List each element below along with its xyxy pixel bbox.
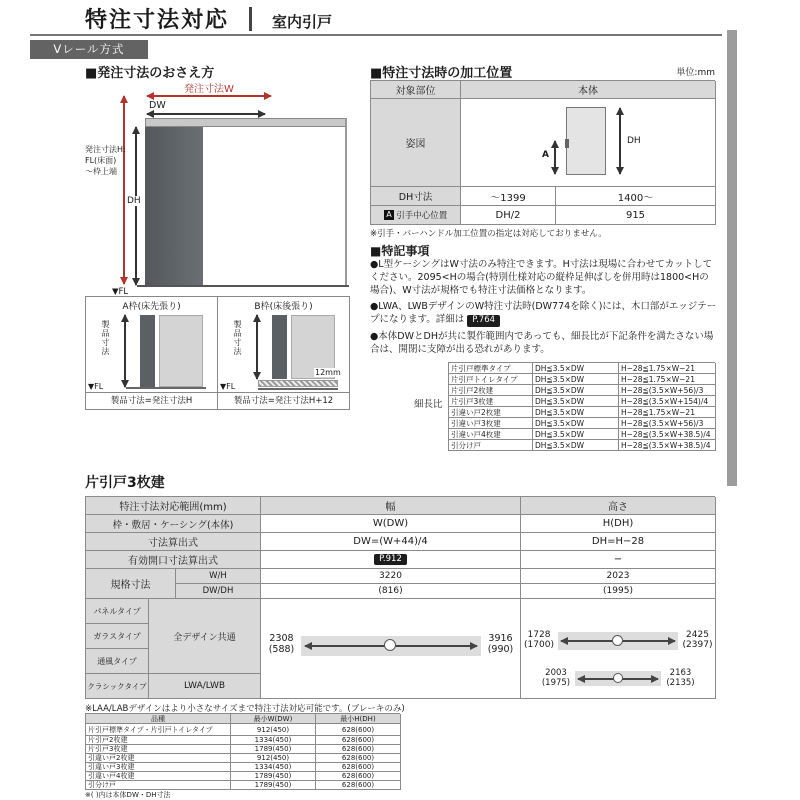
ratio-f2: H−28≦(3.5×W+154)/4 xyxy=(619,396,716,407)
size-range-table xyxy=(85,496,715,699)
classic-type-label: クラシックタイプ xyxy=(86,674,149,699)
frame-types-diagram xyxy=(85,296,350,410)
dw-arrow xyxy=(147,113,265,115)
min-row-h: 628(600) xyxy=(316,724,401,736)
ratio-f1: DH≦3.5×DW xyxy=(533,374,619,385)
ratio-f2: H−28≦(3.5×W+56)/3 xyxy=(619,385,716,396)
note-bullet-2: ●LWA、LWBデザインのW特注寸法時(DW774を除く)には、木口部がエッジテープになります。詳細は P.764 xyxy=(370,301,717,326)
min-row-kind: 片引戸3枚建 xyxy=(86,745,231,754)
min-row-w: 1334(450) xyxy=(231,736,316,745)
header-rule xyxy=(30,34,722,36)
b-frame-sketch xyxy=(218,312,349,392)
col-header-part: 対象部位 xyxy=(371,81,461,99)
glass-type-label: ガラスタイプ xyxy=(86,624,149,649)
col-header-body: 本体 xyxy=(461,81,716,99)
min-col-h: 最小H(DH) xyxy=(316,714,401,724)
min-size-footnote: ※( )内は本体DW・DH寸法 xyxy=(85,791,171,799)
w-dw-cell: W(DW) xyxy=(261,515,521,533)
width-header: 幅 xyxy=(261,497,521,515)
height-header: 高さ xyxy=(521,497,716,515)
processing-section-heading: ■特注寸法時の加工位置 xyxy=(370,66,513,81)
width-formula: DW=(W+44)/4 xyxy=(261,533,521,551)
a-frame-panel xyxy=(86,297,218,409)
product-dim-arrow xyxy=(256,315,258,379)
min-row-w: 1789(450) xyxy=(231,781,316,790)
min-row-w: 1334(450) xyxy=(231,763,316,772)
order-width-arrow xyxy=(147,95,271,97)
a-frame-sketch xyxy=(86,312,217,392)
door-leaf xyxy=(145,127,203,285)
ratio-type: 引違い戸2枚建 xyxy=(449,407,533,418)
min-row-kind: 片引戸標準タイプ・片引戸トイレタイプ xyxy=(86,724,231,736)
slenderness-side-label: 細長比 xyxy=(414,399,443,410)
ratio-type: 引分け戸 xyxy=(449,440,533,451)
main-section-heading: 片引戸3枚建 xyxy=(85,475,165,491)
order-section-heading: ■発注寸法のおさえ方 xyxy=(85,66,215,81)
min-row-h: 628(600) xyxy=(316,736,401,745)
ratio-f1: DH≦3.5×DW xyxy=(533,440,619,451)
a-frame-title: A枠(床先張り) xyxy=(122,302,181,312)
frame-head-bar xyxy=(145,118,347,127)
a-label: A xyxy=(542,150,549,160)
fl-marker: ▼FL xyxy=(88,382,104,391)
door-slab xyxy=(140,315,155,387)
ratio-type: 引違い戸3枚建 xyxy=(449,418,533,429)
fl-marker: ▼FL xyxy=(220,382,236,391)
product-dim-label: 製品寸法 xyxy=(101,320,110,356)
formula-row-label: 寸法算出式 xyxy=(86,533,261,551)
min-row-w: 912(450) xyxy=(231,724,316,736)
vent-type-label: 通風タイプ xyxy=(86,649,149,674)
width-range-diagram xyxy=(261,599,521,699)
frame-jamb-line xyxy=(345,118,347,285)
range-marker xyxy=(384,639,396,651)
page-ref-badge: P.912 xyxy=(374,554,407,565)
rail-method-label: Vレール方式 xyxy=(30,40,148,59)
order-width-label: 発注寸法W xyxy=(184,84,234,95)
dh-range-2: 1400〜 xyxy=(556,187,716,206)
all-design-label: 全デザイン共通 xyxy=(149,599,261,674)
dh-label: DH xyxy=(627,136,641,146)
min-row-w: 1789(450) xyxy=(231,745,316,754)
door-slab xyxy=(272,315,287,379)
height-max: 2425 (2397) xyxy=(682,630,713,651)
min-row-h: 628(600) xyxy=(316,772,401,781)
ratio-f1: DH≦3.5×DW xyxy=(533,363,619,374)
ratio-f2: H−28≦1.75×W−21 xyxy=(619,407,716,418)
title-divider xyxy=(249,7,252,31)
a-frame-formula: 製品寸法=発注寸法H xyxy=(86,392,217,409)
ratio-f2: H−28≦(3.5×W+38.5)/4 xyxy=(619,429,716,440)
notes-section-heading: ■特記事項 xyxy=(370,244,430,258)
standard-height-dh: (1995) xyxy=(521,584,716,599)
ratio-type: 片引戸2枚建 xyxy=(449,385,533,396)
ratio-type: 片引戸3枚建 xyxy=(449,396,533,407)
product-dim-label: 製品寸法 xyxy=(233,320,242,356)
door-body-sketch xyxy=(566,107,606,175)
dh-arrow xyxy=(135,127,137,285)
ratio-type: 片引戸標準タイプ xyxy=(449,363,533,374)
height-range-diagram xyxy=(521,599,716,699)
classic-range-marker xyxy=(613,673,623,683)
ratio-f2: H−28≦1.75×W−21 xyxy=(619,374,716,385)
min-col-w: 最小W(DW) xyxy=(231,714,316,724)
min-row-h: 628(600) xyxy=(316,754,401,763)
page-edge-tab xyxy=(727,30,737,486)
ratio-f2: H−28≦1.75×W−21 xyxy=(619,363,716,374)
height-min: 1728 (1700) xyxy=(524,630,554,651)
standard-height: 2023 xyxy=(521,569,716,584)
b-frame-panel xyxy=(218,297,349,409)
ratio-f1: DH≦3.5×DW xyxy=(533,396,619,407)
ratio-f1: DH≦3.5×DW xyxy=(533,429,619,440)
standard-width: 3220 xyxy=(261,569,521,584)
page-subtitle: 室内引戸 xyxy=(272,13,333,31)
ratio-f2: H−28≦(3.5×W+56)/3 xyxy=(619,418,716,429)
dw-label: DW xyxy=(149,100,166,111)
opening-height-cell: − xyxy=(521,551,716,569)
order-dimension-diagram xyxy=(85,80,350,297)
ratio-type: 片引戸トイレタイプ xyxy=(449,374,533,385)
ratio-f1: DH≦3.5×DW xyxy=(533,385,619,396)
handle-center-value-1: DH/2 xyxy=(461,206,556,225)
width-min: 2308 (588) xyxy=(268,633,295,655)
min-size-note: ※LAA/LABデザインはより小さなサイズまで特注寸法対応可能です。(ブレーキのみ) xyxy=(85,704,405,714)
frame-row-label: 枠・敷居・ケーシング(本体) xyxy=(86,515,261,533)
height-formula: DH=H−28 xyxy=(521,533,716,551)
order-height-label: 発注寸法H: FL(床面) 〜枠上端 xyxy=(85,145,126,177)
ratio-f2: H−28≦(3.5×W+38.5)/4 xyxy=(619,440,716,451)
order-height-arrow xyxy=(123,96,125,284)
floor-finish-strip xyxy=(258,380,338,387)
dh-label: DH xyxy=(127,196,141,206)
min-row-kind: 引分け戸 xyxy=(86,781,231,790)
panel-type-label: パネルタイプ xyxy=(86,599,149,624)
product-dim-arrow xyxy=(124,315,126,387)
processing-position-table xyxy=(370,80,715,225)
lwa-lwb-label: LWA/LWB xyxy=(149,674,261,699)
min-row-h: 628(600) xyxy=(316,763,401,772)
dwdh-label: DW/DH xyxy=(176,584,261,599)
floor-line xyxy=(258,388,338,390)
row-header-sketch: 姿図 xyxy=(371,99,461,187)
b-frame-title: B枠(床後張り) xyxy=(254,302,313,312)
min-row-w: 1789(450) xyxy=(231,772,316,781)
fl-marker: ▼FL xyxy=(112,287,129,297)
b-frame-formula: 製品寸法=発注寸法H+12 xyxy=(218,392,349,409)
min-row-kind: 引違い戸3枚建 xyxy=(86,763,231,772)
handle-center-value-2: 915 xyxy=(556,206,716,225)
h-dh-cell: H(DH) xyxy=(521,515,716,533)
body-sketch-cell xyxy=(461,99,716,187)
page-title: 特注寸法対応 xyxy=(85,8,230,33)
min-col-kind: 品種 xyxy=(86,714,231,724)
range-marker xyxy=(612,635,623,646)
ratio-f1: DH≦3.5×DW xyxy=(533,418,619,429)
row-header-dh: DH寸法 xyxy=(371,187,461,206)
ratio-type: 引違い戸4枚建 xyxy=(449,429,533,440)
min-row-kind: 引違い戸4枚建 xyxy=(86,772,231,781)
ratio-f1: DH≦3.5×DW xyxy=(533,407,619,418)
slenderness-table xyxy=(448,362,715,451)
min-size-table xyxy=(85,713,400,790)
handle-mark xyxy=(565,139,569,148)
processing-note: ※引手・バーハンドル加工位置の指定は対応しておりません。 xyxy=(370,229,607,239)
a-box-label: A xyxy=(384,210,394,220)
opening-row-label: 有効開口寸法算出式 xyxy=(86,551,261,569)
note-bullet-3: ●本体DWとDHが共に製作範囲内であっても、細長比が下記条件を満たさない場合は、開閉に支障が出る恐れがあります。 xyxy=(370,330,714,355)
floor-line xyxy=(126,387,206,389)
min-row-kind: 片引戸2枚建 xyxy=(86,736,231,745)
min-row-kind: 引違い戸2枚建 xyxy=(86,754,231,763)
unit-label: 単位:mm xyxy=(676,68,715,78)
12mm-callout: 12mm xyxy=(315,368,341,377)
page-ref-badge: P.764 xyxy=(467,315,500,326)
opening-badge-cell xyxy=(261,551,521,569)
dh-dimension-arrow xyxy=(619,108,621,174)
row-header-handle-center: A 引手中心位置 xyxy=(371,206,461,225)
wh-label: W/H xyxy=(176,569,261,584)
min-row-h: 628(600) xyxy=(316,781,401,790)
wall-section xyxy=(159,315,203,387)
dh-range-1: 〜1399 xyxy=(461,187,556,206)
min-row-w: 912(450) xyxy=(231,754,316,763)
notes-list xyxy=(370,258,717,359)
min-row-h: 628(600) xyxy=(316,745,401,754)
classic-height-min: 2003 (1975) xyxy=(541,668,571,688)
a-dimension-arrow xyxy=(554,141,556,174)
floor-line xyxy=(137,285,349,287)
standard-row-label: 規格寸法 xyxy=(86,569,176,599)
classic-height-max: 2163 (2135) xyxy=(666,668,695,688)
standard-width-dw: (816) xyxy=(261,584,521,599)
note-bullet-1: ●L型ケーシングはW寸法のみ特注できます。H寸法は現場に合わせてカットしてください。2095<Hの場合(特別仕様対応の縦枠足伸ばしを併用時は1800<Hの場合)、W寸法が規格でも特注寸法価格となります。 xyxy=(370,259,713,297)
width-max: 3916 (990) xyxy=(487,633,514,655)
range-header: 特注寸法対応範囲(mm) xyxy=(86,497,261,515)
